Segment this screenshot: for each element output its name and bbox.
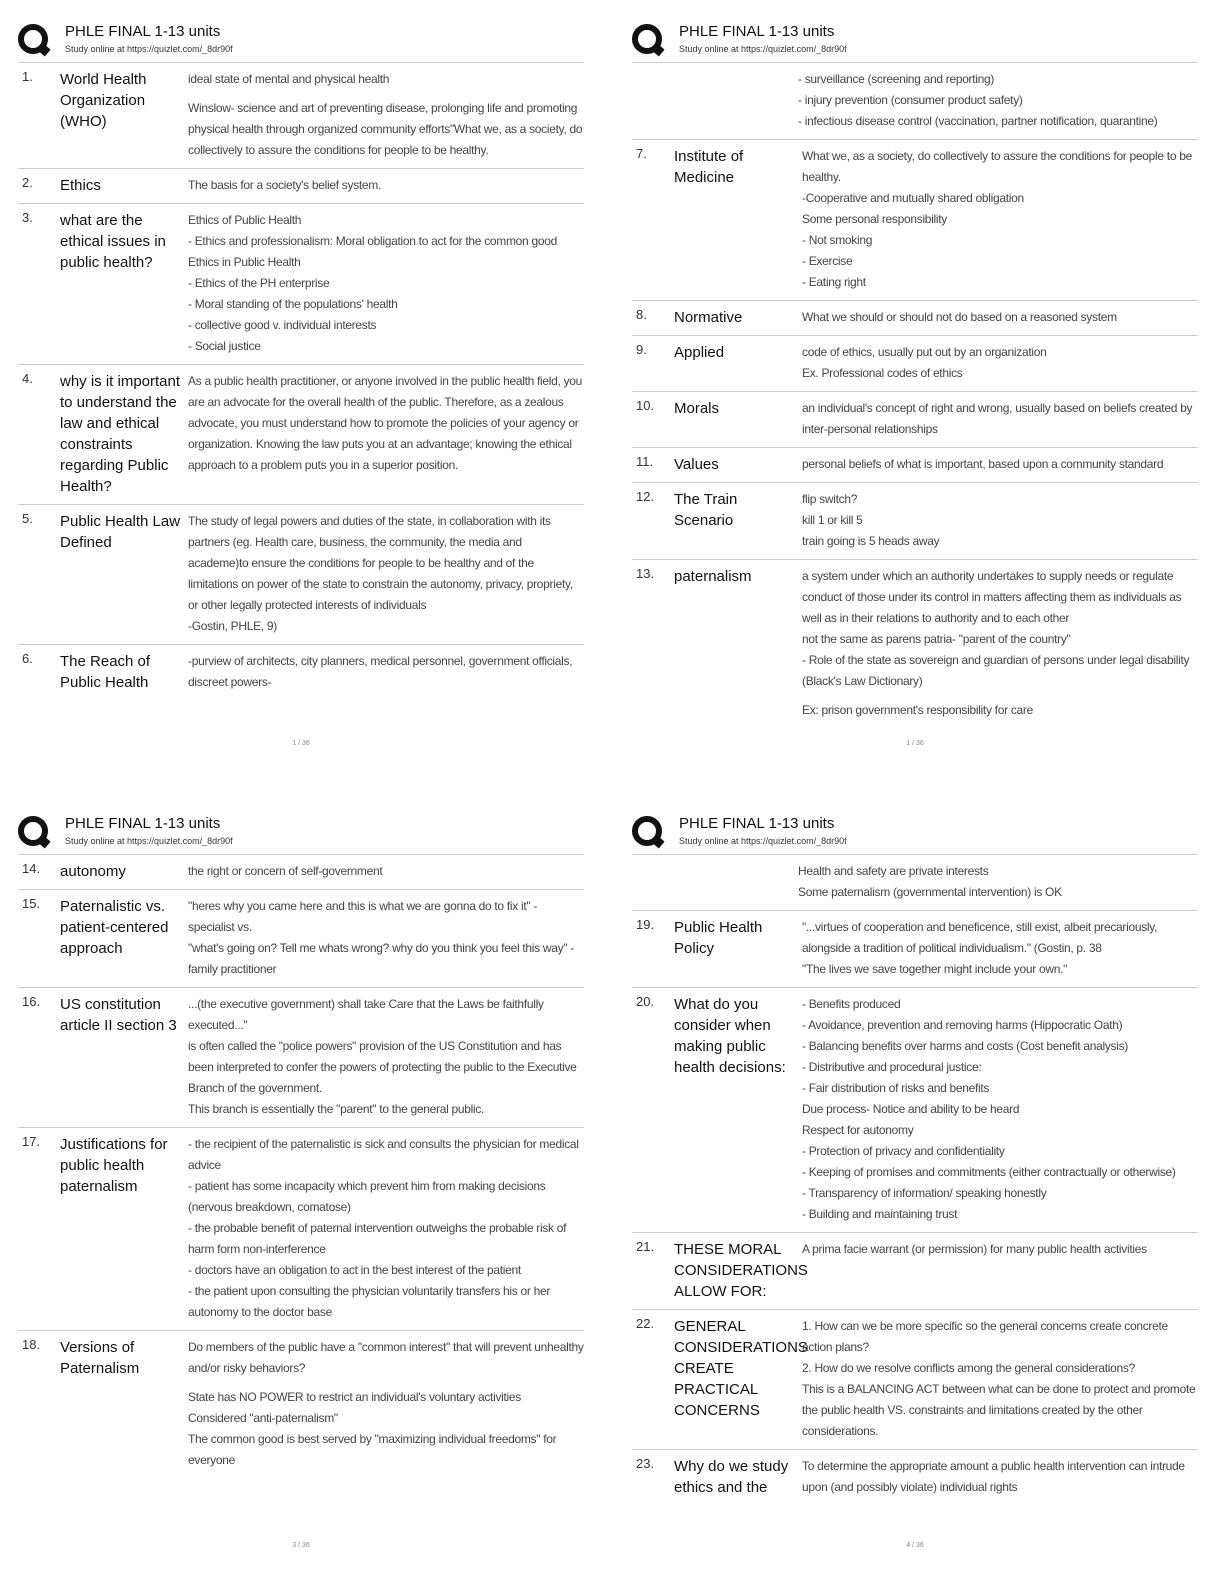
- doc-title: PHLE FINAL 1-13 units: [65, 815, 221, 832]
- definition-gap: [802, 692, 1198, 700]
- definition-line: - doctors have an obligation to act in the best interest of the patient: [188, 1263, 521, 1277]
- page-number: 4 / 36: [906, 1542, 924, 1549]
- definition-line: Respect for autonomy: [802, 1123, 914, 1137]
- card-number: 15.: [22, 896, 41, 911]
- flashcard-row: [632, 1309, 1198, 1449]
- flashcard-row: [632, 482, 1198, 559]
- page-3: [18, 810, 587, 1560]
- definition-line: -Gostin, PHLE, 9): [188, 619, 277, 633]
- continuation-block: [632, 62, 1198, 139]
- definition-line: - Keeping of promises and commitments (either contractually or otherwise): [802, 1165, 1176, 1179]
- card-definition: [802, 489, 1198, 552]
- page-header: [18, 810, 584, 854]
- page-number: 3 / 36: [292, 1542, 310, 1549]
- definition-line: code of ethics, usually put out by an organization: [802, 345, 1047, 359]
- definition-line: - Ethics of the PH enterprise: [188, 276, 330, 290]
- doc-subtitle[interactable]: Study online at https://quizlet.com/_8dr90f: [679, 44, 847, 54]
- definition-line: flip switch?: [802, 492, 858, 506]
- page-header: [632, 810, 1198, 854]
- quizlet-logo-icon: [632, 816, 662, 846]
- card-number: 16.: [22, 994, 41, 1009]
- card-term: What do you consider when making public health decisions:: [674, 996, 786, 1076]
- definition-line: - Moral standing of the populations' health: [188, 297, 398, 311]
- card-number: 22.: [636, 1316, 655, 1331]
- definition-line: Ethics in Public Health: [188, 255, 301, 269]
- card-number: 18.: [22, 1337, 41, 1352]
- card-number: 21.: [636, 1239, 655, 1254]
- flashcard-row: [632, 447, 1198, 482]
- flashcard-row: [18, 364, 584, 504]
- card-definition: [188, 69, 584, 161]
- definition-line: Ex. Professional codes of ethics: [802, 366, 963, 380]
- definition-line: What we, as a society, do collectively to assure the conditions for people to be healthy.: [802, 149, 1196, 184]
- card-number: 23.: [636, 1456, 655, 1471]
- definition-line: A prima facie warrant (or permission) for many public health activities: [802, 1242, 1147, 1256]
- card-definition: [802, 994, 1198, 1225]
- flashcard-row: [18, 987, 584, 1127]
- card-definition: [188, 1337, 587, 1471]
- definition-line: Some personal responsibility: [802, 212, 948, 226]
- definition-line: -purview of architects, city planners, medical personnel, government officials, discreet powers-: [188, 654, 576, 689]
- continuation-line: Health and safety are private interests: [798, 864, 989, 878]
- definition-line: ...(the executive government) shall take Care that the Laws be faithfully executed...": [188, 997, 547, 1032]
- card-number: 4.: [22, 371, 33, 386]
- flashcard-row: [632, 987, 1198, 1232]
- card-term: World Health Organization (WHO): [60, 71, 147, 130]
- definition-line: The common good is best served by "maximizing individual freedoms" for everyone: [188, 1432, 560, 1467]
- card-definition: [802, 1316, 1198, 1442]
- definition-line: - Avoidance, prevention and removing harms (Hippocratic Oath): [802, 1018, 1123, 1032]
- card-definition: [802, 1456, 1198, 1498]
- definition-line: ideal state of mental and physical health: [188, 72, 390, 86]
- card-number: 5.: [22, 511, 33, 526]
- definition-line: The basis for a society's belief system.: [188, 178, 382, 192]
- card-definition: [188, 994, 584, 1120]
- card-number: 10.: [636, 398, 655, 413]
- definition-line: - collective good v. individual interests: [188, 318, 377, 332]
- card-term: Applied: [674, 344, 725, 361]
- card-definition: [802, 146, 1198, 293]
- card-term: Public Health Policy: [674, 919, 763, 957]
- definition-line: Do members of the public have a "common interest" that will prevent unhealthy and/or risky behaviors?: [188, 1340, 587, 1375]
- doc-title: PHLE FINAL 1-13 units: [65, 23, 221, 40]
- definition-line: - Building and maintaining trust: [802, 1207, 958, 1221]
- definition-line: a system under which an authority undertakes to supply needs or regulate conduct of those under its control in matters affecting them as individuals as well as in their relations to authority and to each other: [802, 569, 1185, 625]
- flashcard-row: [18, 854, 584, 889]
- card-term: Morals: [674, 400, 720, 417]
- card-term: why is it important to understand the law and ethical constraints regarding Public Health?: [60, 373, 181, 495]
- flashcard-row: [18, 62, 584, 168]
- flashcard-row: [632, 335, 1198, 391]
- card-term: paternalism: [674, 568, 752, 585]
- definition-line: - Transparency of information/ speaking honestly: [802, 1186, 1047, 1200]
- card-definition: [188, 651, 584, 693]
- card-term: THESE MORAL CONSIDERATIONS ALLOW FOR:: [674, 1241, 808, 1300]
- definition-line: - Not smoking: [802, 233, 873, 247]
- card-term: Paternalistic vs. patient-centered approach: [60, 898, 169, 957]
- definition-line: "what's going on? Tell me whats wrong? why do you think you feel this way" - family practitioner: [188, 941, 578, 976]
- definition-line: What we should or should not do based on a reasoned system: [802, 310, 1117, 324]
- flashcard-row: [18, 644, 584, 700]
- flashcard-row: [18, 203, 584, 364]
- card-number: 8.: [636, 307, 647, 322]
- definition-line: State has NO POWER to restrict an individual's voluntary activities: [188, 1390, 521, 1404]
- definition-line: - Balancing benefits over harms and costs (Cost benefit analysis): [802, 1039, 1128, 1053]
- card-definition: [188, 1134, 584, 1323]
- definition-line: - Protection of privacy and confidentiality: [802, 1144, 1005, 1158]
- definition-line: Winslow- science and art of preventing disease, prolonging life and promoting physical health through organized community efforts"What we, as a society, do collectively to assure the conditions for people to be healthy.: [188, 101, 586, 157]
- definition-line: 2. How do we resolve conflicts among the general considerations?: [802, 1361, 1135, 1375]
- page-header: [18, 18, 584, 62]
- card-number: 7.: [636, 146, 647, 161]
- definition-line: - the recipient of the paternalistic is sick and consults the physician for medical advice: [188, 1137, 582, 1172]
- card-term: Public Health Law Defined: [60, 513, 181, 551]
- flashcard-row: [632, 300, 1198, 335]
- card-term: Values: [674, 456, 719, 473]
- definition-line: - Benefits produced: [802, 997, 901, 1011]
- doc-subtitle[interactable]: Study online at https://quizlet.com/_8dr90f: [65, 44, 233, 54]
- definition-line: Due process- Notice and ability to be heard: [802, 1102, 1020, 1116]
- card-number: 17.: [22, 1134, 41, 1149]
- card-number: 3.: [22, 210, 33, 225]
- card-number: 14.: [22, 861, 41, 876]
- card-number: 11.: [636, 454, 654, 469]
- definition-line: This branch is essentially the "parent" to the general public.: [188, 1102, 485, 1116]
- definition-line: - the probable benefit of paternal intervention outweighs the probable risk of harm form non-interference: [188, 1221, 570, 1256]
- definition-line: Considered "anti-paternalism": [188, 1411, 338, 1425]
- card-term: US constitution article II section 3: [60, 996, 177, 1034]
- flashcard-row: [632, 559, 1198, 728]
- card-term: GENERAL CONSIDERATIONS CREATE PRACTICAL CONCERNS: [674, 1318, 808, 1419]
- card-term: Versions of Paternalism: [60, 1339, 140, 1377]
- page-number: 1 / 36: [906, 740, 924, 747]
- definition-line: This is a BALANCING ACT between what can be done to protect and promote the public health VS. constraints and limitations created by the other considerations.: [802, 1382, 1199, 1438]
- card-definition: [802, 398, 1198, 440]
- quizlet-logo-icon: [18, 816, 48, 846]
- definition-gap: [188, 90, 584, 98]
- definition-line: Ex: prison government's responsibility for care: [802, 703, 1033, 717]
- definition-line: is often called the "police powers" provision of the US Constitution and has been interpreted to confer the powers of protecting the public to the Executive Branch of the government.: [188, 1039, 580, 1095]
- card-definition: [802, 566, 1198, 721]
- card-definition: [802, 917, 1198, 980]
- definition-line: - Ethics and professionalism: Moral obligation to act for the common good: [188, 234, 557, 248]
- continuation-block: [632, 854, 1198, 910]
- flashcard-row: [632, 139, 1198, 300]
- card-term: Why do we study ethics and the: [674, 1458, 789, 1496]
- definition-line: - Exercise: [802, 254, 853, 268]
- doc-title: PHLE FINAL 1-13 units: [679, 815, 835, 832]
- definition-line: an individual's concept of right and wrong, usually based on beliefs created by inter-personal relationships: [802, 401, 1196, 436]
- definition-line: "...virtues of cooperation and beneficence, still exist, albeit precariously, alongside a tradition of political individualism." (Gostin, p. 38: [802, 920, 1161, 955]
- quizlet-logo-icon: [18, 24, 48, 54]
- page-2: [632, 18, 1198, 758]
- card-number: 9.: [636, 342, 647, 357]
- definition-line: the right or concern of self-government: [188, 864, 383, 878]
- flashcard-row: [18, 889, 584, 987]
- card-number: 6.: [22, 651, 33, 666]
- flashcard-row: [632, 910, 1198, 987]
- definition-line: - Eating right: [802, 275, 866, 289]
- definition-line: - the patient upon consulting the physician voluntarily transfers his or her autonomy to the doctor base: [188, 1284, 554, 1319]
- card-term: The Train Scenario: [674, 491, 738, 529]
- definition-line: -Cooperative and mutually shared obligation: [802, 191, 1024, 205]
- definition-line: personal beliefs of what is important, based upon a community standard: [802, 457, 1164, 471]
- definition-line: 1. How can we be more specific so the general concerns create concrete action plans?: [802, 1319, 1171, 1354]
- definition-line: kill 1 or kill 5: [802, 513, 863, 527]
- page-4: [632, 810, 1198, 1560]
- continuation-line: Some paternalism (governmental intervention) is OK: [798, 885, 1062, 899]
- card-definition: [188, 511, 584, 637]
- card-definition: [802, 454, 1198, 475]
- card-number: 19.: [636, 917, 655, 932]
- definition-line: - patient has some incapacity which prevent him from making decisions (nervous breakdown, comatose): [188, 1179, 549, 1214]
- doc-subtitle[interactable]: Study online at https://quizlet.com/_8dr90f: [65, 836, 233, 846]
- definition-line: - Social justice: [188, 339, 261, 353]
- flashcard-row: [632, 1232, 1198, 1309]
- card-term: what are the ethical issues in public health?: [60, 212, 166, 271]
- continuation-line: - surveillance (screening and reporting): [798, 72, 995, 86]
- card-number: 13.: [636, 566, 655, 581]
- continuation-line: - injury prevention (consumer product safety): [798, 93, 1023, 107]
- definition-line: To determine the appropriate amount a public health intervention can intrude upon (and possibly violate) individual rights: [802, 1459, 1188, 1494]
- card-definition: [188, 861, 584, 882]
- card-term: autonomy: [60, 863, 126, 880]
- definition-line: "The lives we save together might include your own.": [802, 962, 1068, 976]
- card-definition: [188, 210, 584, 357]
- definition-line: Ethics of Public Health: [188, 213, 302, 227]
- card-number: 1.: [22, 69, 33, 84]
- card-definition: [188, 896, 584, 980]
- card-definition: [802, 342, 1198, 384]
- quizlet-logo-icon: [632, 24, 662, 54]
- card-term: Institute of Medicine: [674, 148, 744, 186]
- flashcard-row: [18, 504, 584, 644]
- flashcard-row: [632, 1449, 1198, 1505]
- page-header: [632, 18, 1198, 62]
- card-term: Justifications for public health paternalism: [60, 1136, 168, 1195]
- card-definition: [802, 1239, 1198, 1302]
- card-number: 12.: [636, 489, 655, 504]
- flashcard-row: [632, 391, 1198, 447]
- flashcard-row: [18, 1127, 584, 1330]
- card-term: Normative: [674, 309, 743, 326]
- card-term: Ethics: [60, 177, 101, 194]
- definition-line: train going is 5 heads away: [802, 534, 940, 548]
- definition-line: As a public health practitioner, or anyone involved in the public health field, you are an advocate for the overall health of the public. Therefore, as a zealous advocate, you must understand how to promote the policies of your agency or organization. Knowing the law puts you at an advantage; knowing the ethical approach to a problem puts you in a superior position.: [188, 374, 586, 472]
- definition-gap: [188, 1379, 584, 1387]
- card-definition: [188, 371, 584, 497]
- definition-line: "heres why you came here and this is what we are gonna do to fix it" - specialist vs.: [188, 899, 541, 934]
- continuation-line: - infectious disease control (vaccination, partner notification, quarantine): [798, 114, 1158, 128]
- definition-line: - Fair distribution of risks and benefits: [802, 1081, 990, 1095]
- card-definition: [188, 175, 584, 196]
- card-term: The Reach of Public Health: [60, 653, 151, 691]
- flashcard-row: [18, 168, 584, 203]
- card-number: 20.: [636, 994, 655, 1009]
- card-number: 2.: [22, 175, 33, 190]
- definition-line: - Role of the state as sovereign and guardian of persons under legal disability (Black's Law Dictionary): [802, 653, 1193, 688]
- flashcard-row: [18, 1330, 587, 1478]
- page-1: [18, 18, 584, 758]
- doc-subtitle[interactable]: Study online at https://quizlet.com/_8dr90f: [679, 836, 847, 846]
- definition-line: not the same as parens patria- "parent of the country": [802, 632, 1071, 646]
- definition-line: - Distributive and procedural justice:: [802, 1060, 982, 1074]
- definition-line: The study of legal powers and duties of the state, in collaboration with its partners (eg. Health care, business, the community, the media and academe)to ensure the conditions for people to be healthy and of the limitations on power of the state to constrain the autonomy, privacy, propriety, or other legally protected interests of individuals: [188, 514, 576, 612]
- card-definition: [802, 307, 1198, 328]
- doc-title: PHLE FINAL 1-13 units: [679, 23, 835, 40]
- page-number: 1 / 36: [292, 740, 310, 747]
